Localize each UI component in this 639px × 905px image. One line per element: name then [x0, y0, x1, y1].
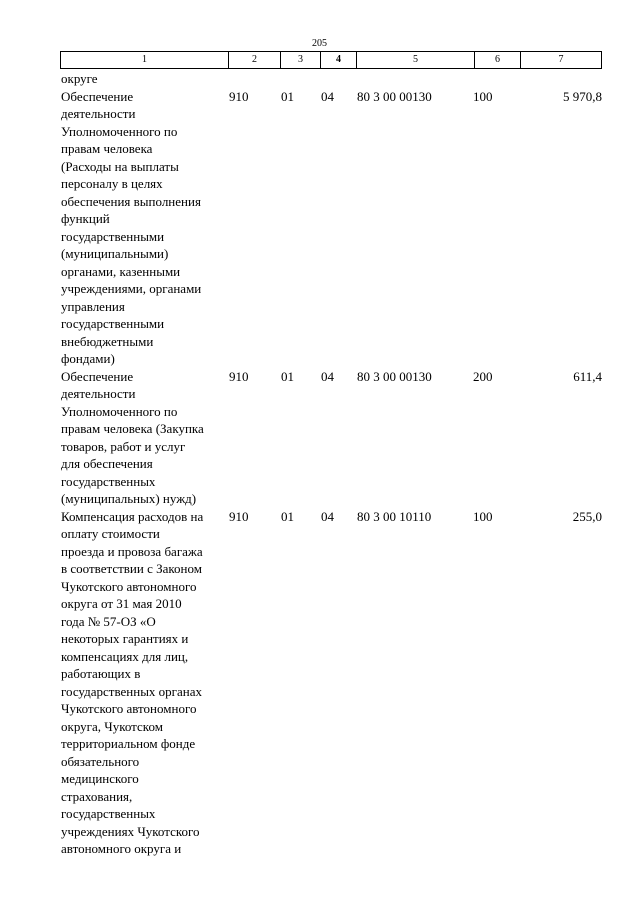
description-line: Обеспечение: [61, 88, 134, 104]
description-line: государственных: [61, 473, 156, 489]
description-line: в соответствии с Законом: [61, 561, 202, 576]
description-line: государственными: [61, 316, 165, 331]
target-article-cell: 80 3 00 00130: [357, 368, 432, 384]
description-cell: [61, 70, 231, 88]
subsection-code-cell: 04: [321, 88, 334, 104]
admin-code-cell: 910: [229, 368, 249, 384]
description-line: внебюджетными: [61, 333, 154, 349]
admin-code-cell: 910: [229, 88, 249, 104]
section-code-cell: 01: [281, 508, 294, 524]
description-line: государственных: [61, 806, 156, 821]
description-line: обязательного: [61, 753, 140, 769]
column-number-6: 6: [475, 52, 521, 69]
description-line: правам человека: [61, 141, 153, 156]
column-number-header: [60, 51, 602, 69]
description-line: для обеспечения: [61, 456, 153, 471]
description-line: Чукотского автономного: [61, 701, 197, 716]
description-line: страхования,: [61, 788, 133, 804]
description-cell: [61, 508, 231, 858]
description-line: округа от 31 мая 2010: [61, 596, 182, 611]
description-line: обеспечения выполнения: [61, 193, 201, 209]
description-line: (муниципальных) нужд): [61, 491, 197, 506]
budget-table-body: [61, 70, 602, 858]
description-line: компенсациях для лиц,: [61, 648, 189, 664]
description-line: года № 57-ОЗ «О: [61, 613, 156, 629]
description-line: государственных органах: [61, 683, 203, 699]
description-line: работающих в: [61, 666, 141, 681]
subsection-code-cell: 04: [321, 508, 334, 524]
description-line: проезда и провоза багажа: [61, 543, 203, 559]
column-number-1: 1: [61, 52, 229, 69]
description-line: некоторых гарантиях и: [61, 631, 189, 646]
description-line: правам человека (Закупка: [61, 421, 204, 436]
column-number-4: 4: [321, 52, 357, 69]
expense-type-cell: 100: [473, 508, 493, 524]
description-line: персоналу в целях: [61, 176, 163, 191]
description-line: учреждениями, органами: [61, 281, 202, 296]
description-line: государственными: [61, 228, 165, 244]
description-line: деятельности: [61, 386, 136, 401]
description-line: деятельности: [61, 106, 136, 121]
page-number: 205: [312, 38, 327, 49]
description-line: Уполномоченного по: [61, 123, 178, 139]
description-line: Компенсация расходов на: [61, 508, 204, 524]
table-row: [61, 70, 602, 88]
description-line: товаров, работ и услуг: [61, 438, 186, 454]
table-row: [61, 508, 602, 858]
description-line: территориальном фонде: [61, 736, 196, 751]
column-number-2: 2: [229, 52, 281, 69]
description-line: автономного округа и: [61, 841, 182, 856]
description-cell: [61, 368, 231, 508]
amount-cell: 255,0: [572, 508, 602, 524]
description-line: Чукотского автономного: [61, 578, 197, 594]
description-line: медицинского: [61, 771, 139, 786]
column-number-3: 3: [281, 52, 321, 69]
target-article-cell: 80 3 00 10110: [357, 508, 432, 524]
description-line: округа, Чукотском: [61, 718, 163, 734]
expense-type-cell: 100: [473, 88, 493, 104]
subsection-code-cell: 04: [321, 368, 334, 384]
section-code-cell: 01: [281, 88, 294, 104]
description-line: учреждениях Чукотского: [61, 823, 200, 839]
description-line: округе: [61, 71, 98, 86]
description-line: (муниципальными): [61, 246, 169, 261]
description-line: оплату стоимости: [61, 526, 160, 541]
description-cell: [61, 88, 231, 368]
description-line: (Расходы на выплаты: [61, 158, 179, 174]
amount-cell: 5 970,8: [563, 88, 602, 104]
admin-code-cell: 910: [229, 508, 249, 524]
column-number-5: 5: [357, 52, 475, 69]
column-number-7: 7: [521, 52, 602, 69]
target-article-cell: 80 3 00 00130: [357, 88, 432, 104]
table-row: [61, 88, 602, 368]
description-line: фондами): [61, 351, 115, 366]
description-line: органами, казенными: [61, 263, 181, 279]
description-line: функций: [61, 211, 110, 226]
table-row: [61, 368, 602, 508]
amount-cell: 611,4: [573, 368, 602, 384]
description-line: Обеспечение: [61, 368, 134, 384]
description-line: Уполномоченного по: [61, 403, 178, 419]
description-line: управления: [61, 298, 125, 314]
section-code-cell: 01: [281, 368, 294, 384]
expense-type-cell: 200: [473, 368, 493, 384]
